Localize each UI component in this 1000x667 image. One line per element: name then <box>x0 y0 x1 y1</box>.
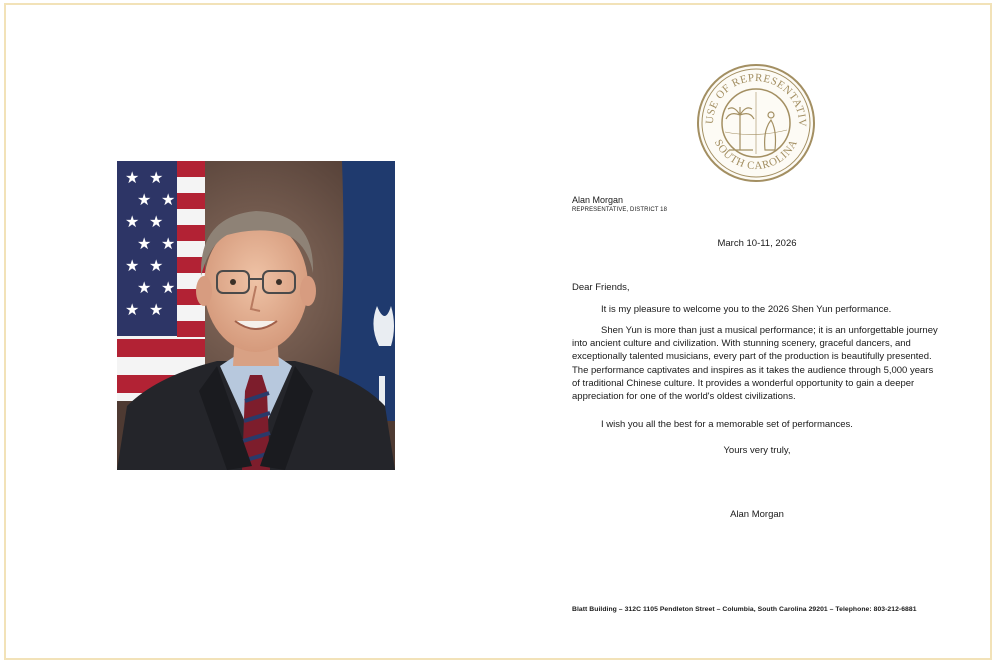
paragraph-text: It is my pleasure to welcome you to the 2026 Shen Yun performance. <box>601 304 892 315</box>
svg-text:★: ★ <box>149 302 164 319</box>
portrait-photo <box>117 161 395 470</box>
paragraph-text: Shen Yun is more than just a musical performance; it is an unforgettable journey into ancient culture and civilization. With stunning scenery, graceful dancers, and exceptionally talented musicians, every part of the production is beautifully presented. The performance captivates and inspires as it takes the audience through 5,000 years of traditional Chinese culture. It provides a wonderful opportunity to gain a deeper appreciation for one of the world's oldest civilizations. <box>572 325 938 403</box>
signer-name: Alan Morgan <box>730 509 784 520</box>
seal-bottom-text: SOUTH CAROLINA <box>711 137 801 173</box>
svg-text:★: ★ <box>149 170 164 187</box>
us-flag <box>117 161 205 401</box>
closing: Yours very truly, <box>723 445 791 456</box>
sender-title: REPRESENTATIVE, DISTRICT 18 <box>572 207 668 213</box>
svg-text:★: ★ <box>161 280 176 297</box>
letter-paragraph-2 <box>572 324 940 403</box>
paragraph-text: I wish you all the best for a memorable set of performances. <box>601 419 853 430</box>
state-house-seal <box>695 60 817 185</box>
sender-name: Alan Morgan <box>572 195 624 205</box>
svg-text:★: ★ <box>125 170 140 187</box>
letterhead-footer: Blatt Building – 312C 1105 Pendleton Street – Columbia, South Carolina 29201 – Telephone: 803-212-6881 <box>572 606 917 613</box>
letter-date: March 10-11, 2026 <box>717 238 797 249</box>
svg-text:★: ★ <box>149 214 164 231</box>
svg-text:★: ★ <box>125 302 140 319</box>
svg-text:★: ★ <box>161 236 176 253</box>
svg-text:★: ★ <box>125 214 140 231</box>
svg-text:★: ★ <box>149 258 164 275</box>
letter-paragraph-3 <box>572 418 940 431</box>
svg-text:★: ★ <box>125 258 140 275</box>
salutation: Dear Friends, <box>572 282 630 293</box>
seal-top-text: USE OF REPRESENTATIV <box>703 71 809 128</box>
svg-text:★: ★ <box>137 236 152 253</box>
svg-text:★: ★ <box>137 192 152 209</box>
svg-text:★: ★ <box>161 192 176 209</box>
svg-text:★: ★ <box>137 280 152 297</box>
letter-paragraph-1 <box>572 303 940 316</box>
